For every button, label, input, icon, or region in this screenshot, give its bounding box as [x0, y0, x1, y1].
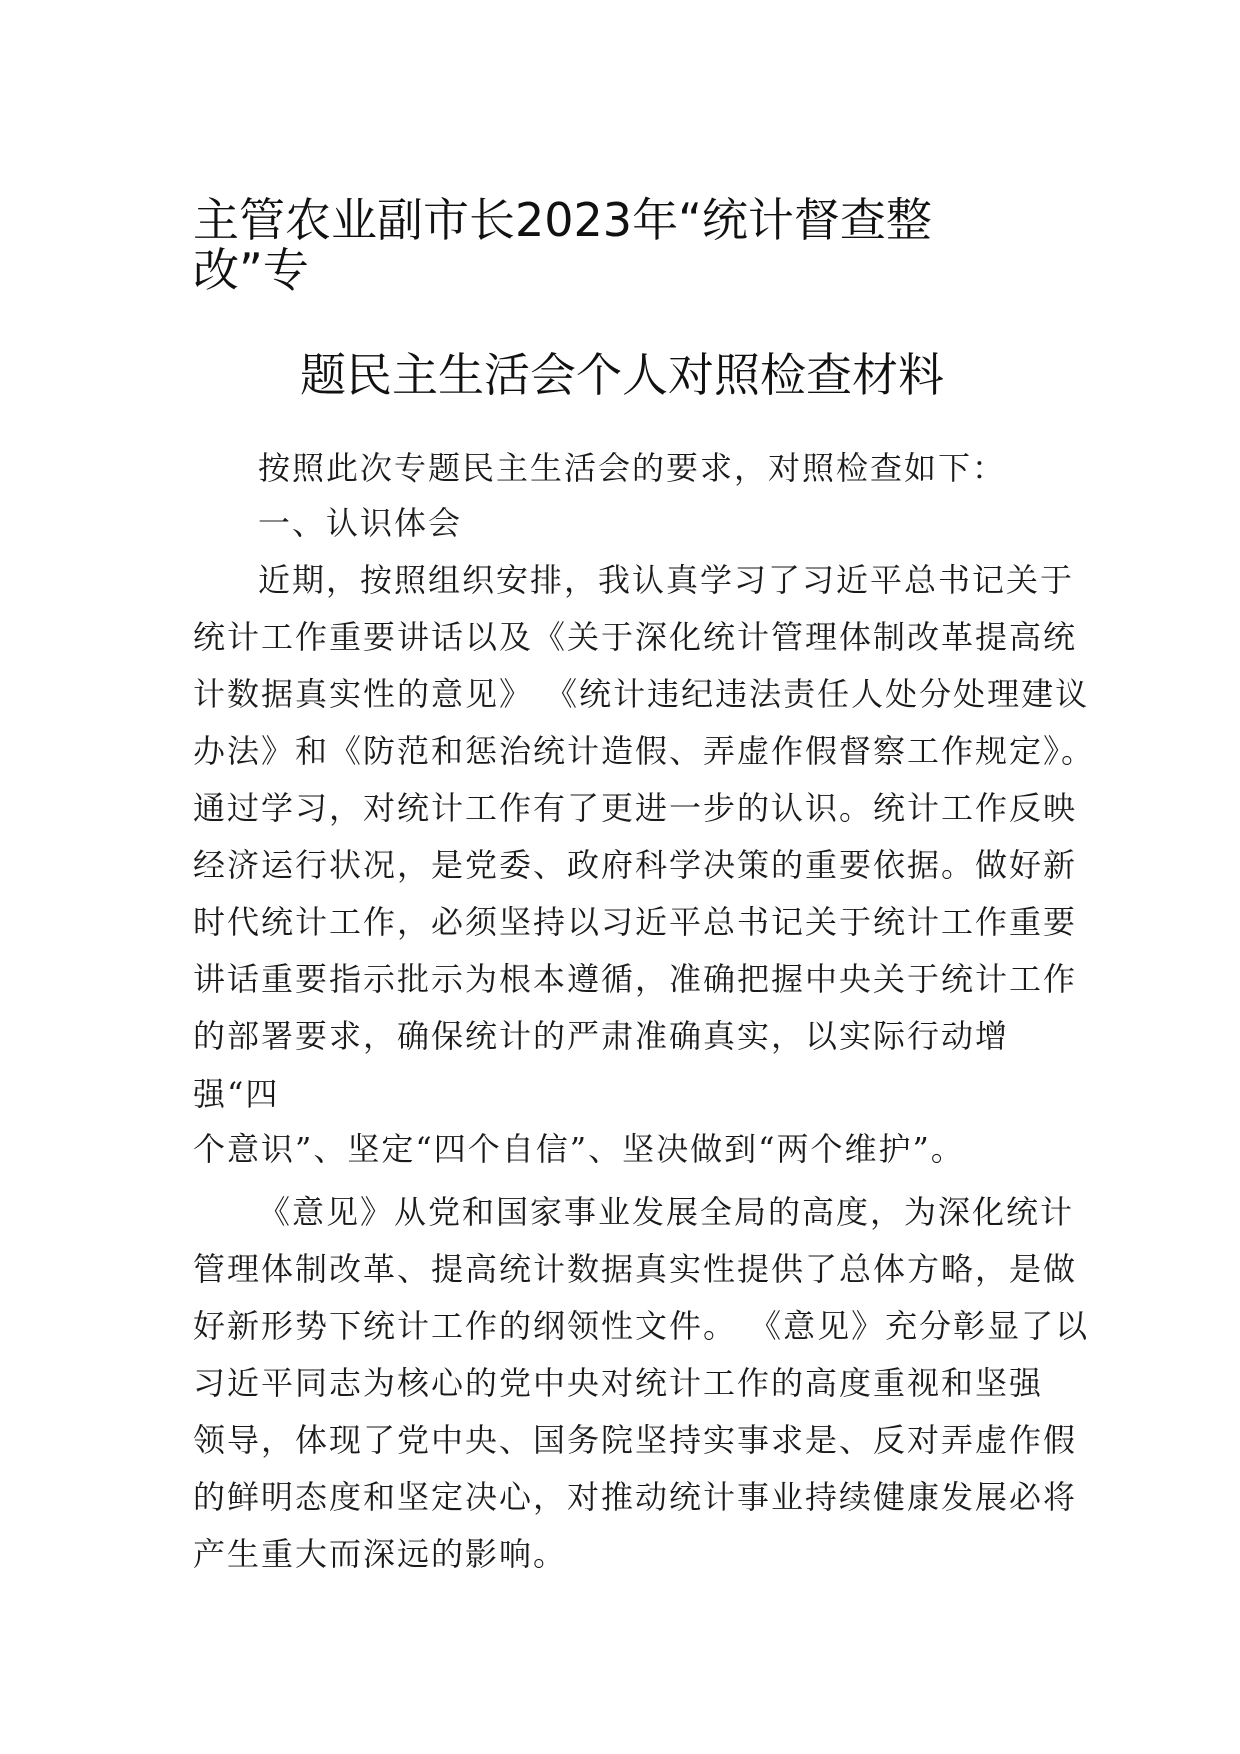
document-title-line-1: 主管农业副市长2023年“统计督查整	[193, 193, 932, 247]
paragraph-1-line: 讲话重要指示批示为根本遵循，准确把握中央关于统计工作	[193, 960, 1078, 998]
document-title-line-3: 题民主生活会个人对照检查材料	[300, 348, 944, 402]
paragraph-1-line: 通过学习，对统计工作有了更进一步的认识。统计工作反映	[193, 789, 1078, 827]
paragraph-1-line: 计数据真实性的意见》 《统计违纪违法责任人处分处理建议	[193, 675, 1090, 713]
paragraph-1-line: 近期，按照组织安排，我认真学习了习近平总书记关于	[258, 561, 1075, 599]
intro-text: 按照此次专题民主生活会的要求，对照检查如下：	[258, 449, 1007, 487]
section-heading: 一、认识体会	[258, 504, 463, 542]
paragraph-1-line: 个意识”、坚定“四个自信”、坚决做到“两个维护”。	[193, 1130, 965, 1168]
paragraph-1-line: 办法》和《防范和惩治统计造假、弄虚作假督察工作规定》。	[193, 732, 1096, 770]
paragraph-2-line: 领导，体现了党中央、国务院坚持实事求是、反对弄虚作假	[193, 1421, 1078, 1459]
document-title-line-2: 改”专	[193, 243, 309, 297]
paragraph-2-line: 的鲜明态度和坚定决心，对推动统计事业持续健康发展必将	[193, 1478, 1078, 1516]
paragraph-2-line: 《意见》从党和国家事业发展全局的高度，为深化统计	[258, 1193, 1075, 1231]
paragraph-2-line: 产生重大而深远的影响。	[193, 1535, 568, 1573]
paragraph-2-line: 管理体制改革、提高统计数据真实性提供了总体方略，是做	[193, 1250, 1078, 1288]
paragraph-1-line: 的部署要求，确保统计的严肃准确真实，以实际行动增	[193, 1017, 1010, 1055]
paragraph-2-line: 习近平同志为核心的党中央对统计工作的高度重视和坚强	[193, 1364, 1044, 1402]
paragraph-1-line: 经济运行状况，是党委、政府科学决策的重要依据。做好新	[193, 846, 1078, 884]
paragraph-2-line: 好新形势下统计工作的纲领性文件。 《意见》充分彰显了以	[193, 1307, 1090, 1345]
paragraph-1-line: 时代统计工作，必须坚持以习近平总书记关于统计工作重要	[193, 903, 1078, 941]
paragraph-1-line: 统计工作重要讲话以及《关于深化统计管理体制改革提高统	[193, 618, 1078, 656]
paragraph-1-line: 强“四	[193, 1075, 280, 1113]
